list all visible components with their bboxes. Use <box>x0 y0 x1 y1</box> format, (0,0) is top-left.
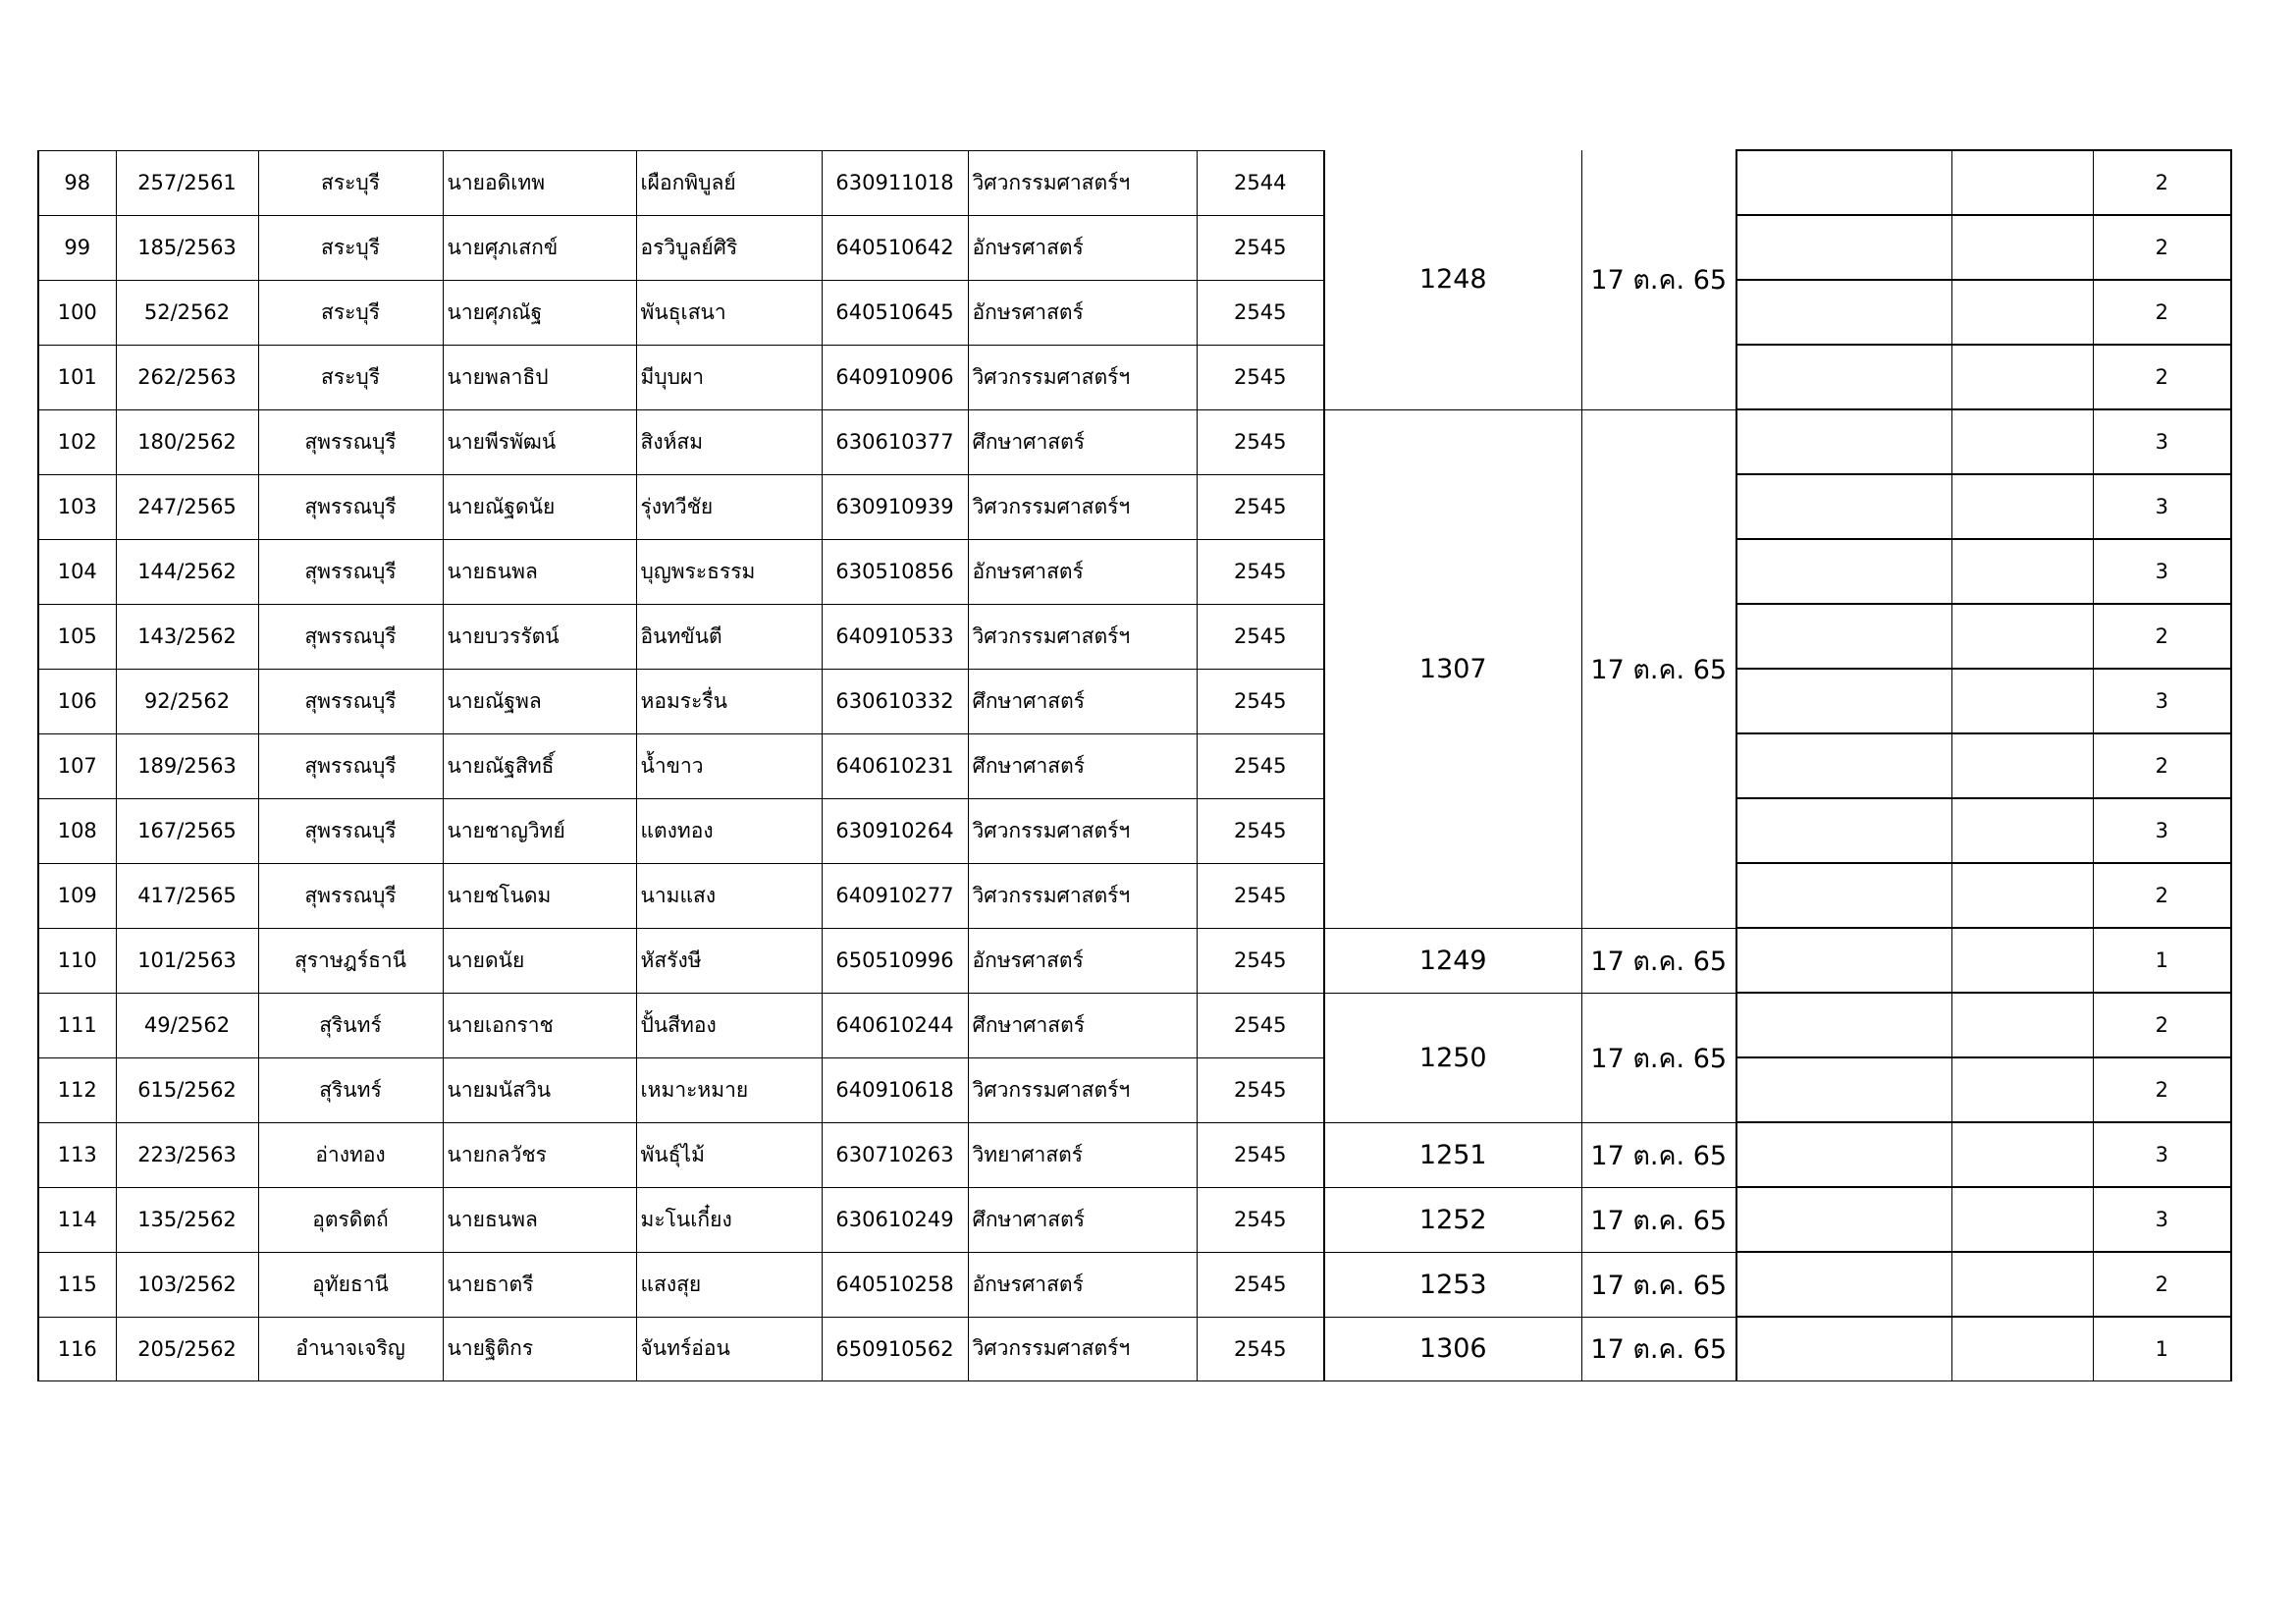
surname-cell: พันธุ์ไม้ <box>636 1122 822 1187</box>
birth-year-cell: 2544 <box>1197 150 1324 215</box>
remark-cell <box>1951 669 2093 733</box>
birth-year-cell: 2545 <box>1197 928 1324 993</box>
birth-year-cell: 2545 <box>1197 604 1324 669</box>
reference-number-cell: 135/2562 <box>116 1187 258 1252</box>
birth-year-cell: 2545 <box>1197 1187 1324 1252</box>
row-number-cell: 116 <box>38 1317 116 1381</box>
reference-number-cell: 262/2563 <box>116 345 258 409</box>
province-cell: สุราษฎร์ธานี <box>258 928 443 993</box>
faculty-cell: วิศวกรรมศาสตร์ฯ <box>968 345 1197 409</box>
table-row <box>38 604 2231 669</box>
province-cell: สุพรรณบุรี <box>258 474 443 539</box>
count-cell: 3 <box>2093 1122 2231 1187</box>
province-cell: อุทัยธานี <box>258 1252 443 1317</box>
first-name-cell: นายณัฐสิทธิ์ <box>443 733 636 798</box>
birth-year-cell: 2545 <box>1197 280 1324 345</box>
reference-number-cell: 52/2562 <box>116 280 258 345</box>
remark-cell <box>1951 1057 2093 1122</box>
first-name-cell: นายดนัย <box>443 928 636 993</box>
student-id-cell: 640510642 <box>822 215 968 280</box>
table-row <box>38 993 2231 1057</box>
row-number-cell: 109 <box>38 863 116 928</box>
birth-year-cell: 2545 <box>1197 993 1324 1057</box>
count-cell: 1 <box>2093 928 2231 993</box>
note-cell <box>1736 409 1951 474</box>
remark-cell <box>1951 928 2093 993</box>
row-number-cell: 111 <box>38 993 116 1057</box>
document-number-cell: 1306 <box>1324 1317 1581 1381</box>
surname-cell: บุญพระธรรม <box>636 539 822 604</box>
issue-date-cell: 17 ต.ค. 65 <box>1581 1187 1736 1252</box>
note-cell <box>1736 669 1951 733</box>
birth-year-cell: 2545 <box>1197 1057 1324 1122</box>
count-cell: 3 <box>2093 539 2231 604</box>
first-name-cell: นายชโนดม <box>443 863 636 928</box>
student-id-cell: 640910277 <box>822 863 968 928</box>
first-name-cell: นายศุภเสกข์ <box>443 215 636 280</box>
student-id-cell: 640610231 <box>822 733 968 798</box>
table-row <box>38 539 2231 604</box>
student-id-cell: 640610244 <box>822 993 968 1057</box>
document-number-cell: 1252 <box>1324 1187 1581 1252</box>
table-row <box>38 669 2231 733</box>
reference-number-cell: 49/2562 <box>116 993 258 1057</box>
document-number-cell: 1251 <box>1324 1122 1581 1187</box>
first-name-cell: นายธาตรี <box>443 1252 636 1317</box>
note-cell <box>1736 1057 1951 1122</box>
reference-number-cell: 185/2563 <box>116 215 258 280</box>
surname-cell: มีบุบผา <box>636 345 822 409</box>
province-cell: สระบุรี <box>258 280 443 345</box>
remark-cell <box>1951 345 2093 409</box>
row-number-cell: 100 <box>38 280 116 345</box>
student-id-cell: 630610332 <box>822 669 968 733</box>
student-id-cell: 640510645 <box>822 280 968 345</box>
reference-number-cell: 92/2562 <box>116 669 258 733</box>
row-number-cell: 110 <box>38 928 116 993</box>
surname-cell: จันทร์อ่อน <box>636 1317 822 1381</box>
remark-cell <box>1951 215 2093 280</box>
surname-cell: หัสรังษี <box>636 928 822 993</box>
birth-year-cell: 2545 <box>1197 669 1324 733</box>
issue-date-cell: 17 ต.ค. 65 <box>1581 409 1736 928</box>
birth-year-cell: 2545 <box>1197 733 1324 798</box>
province-cell: สระบุรี <box>258 215 443 280</box>
faculty-cell: วิศวกรรมศาสตร์ฯ <box>968 474 1197 539</box>
count-cell: 2 <box>2093 215 2231 280</box>
row-number-cell: 108 <box>38 798 116 863</box>
note-cell <box>1736 928 1951 993</box>
faculty-cell: วิศวกรรมศาสตร์ฯ <box>968 863 1197 928</box>
faculty-cell: วิศวกรรมศาสตร์ฯ <box>968 150 1197 215</box>
table-row <box>38 928 2231 993</box>
student-id-cell: 630610249 <box>822 1187 968 1252</box>
province-cell: สุพรรณบุรี <box>258 669 443 733</box>
note-cell <box>1736 993 1951 1057</box>
province-cell: อำนาจเจริญ <box>258 1317 443 1381</box>
first-name-cell: นายพลาธิป <box>443 345 636 409</box>
row-number-cell: 103 <box>38 474 116 539</box>
province-cell: สุพรรณบุรี <box>258 798 443 863</box>
faculty-cell: วิศวกรรมศาสตร์ฯ <box>968 604 1197 669</box>
province-cell: สุพรรณบุรี <box>258 409 443 474</box>
document-number-cell: 1249 <box>1324 928 1581 993</box>
first-name-cell: นายพีรพัฒน์ <box>443 409 636 474</box>
student-id-cell: 640910618 <box>822 1057 968 1122</box>
first-name-cell: นายณัฐดนัย <box>443 474 636 539</box>
province-cell: สุพรรณบุรี <box>258 604 443 669</box>
row-number-cell: 101 <box>38 345 116 409</box>
reference-number-cell: 615/2562 <box>116 1057 258 1122</box>
remark-cell <box>1951 1317 2093 1381</box>
birth-year-cell: 2545 <box>1197 539 1324 604</box>
note-cell <box>1736 1122 1951 1187</box>
province-cell: สุรินทร์ <box>258 1057 443 1122</box>
document-number-cell: 1253 <box>1324 1252 1581 1317</box>
birth-year-cell: 2545 <box>1197 215 1324 280</box>
province-cell: สุรินทร์ <box>258 993 443 1057</box>
records-table <box>37 149 2232 1381</box>
document-number-cell: 1248 <box>1324 150 1581 409</box>
reference-number-cell: 167/2565 <box>116 798 258 863</box>
remark-cell <box>1951 1187 2093 1252</box>
table-row <box>38 1187 2231 1252</box>
first-name-cell: นายธนพล <box>443 539 636 604</box>
student-id-cell: 630910264 <box>822 798 968 863</box>
surname-cell: อินทขันตี <box>636 604 822 669</box>
row-number-cell: 115 <box>38 1252 116 1317</box>
table-row <box>38 474 2231 539</box>
row-number-cell: 113 <box>38 1122 116 1187</box>
note-cell <box>1736 474 1951 539</box>
remark-cell <box>1951 150 2093 215</box>
remark-cell <box>1951 604 2093 669</box>
faculty-cell: อักษรศาสตร์ <box>968 1252 1197 1317</box>
birth-year-cell: 2545 <box>1197 863 1324 928</box>
reference-number-cell: 205/2562 <box>116 1317 258 1381</box>
birth-year-cell: 2545 <box>1197 1122 1324 1187</box>
birth-year-cell: 2545 <box>1197 798 1324 863</box>
birth-year-cell: 2545 <box>1197 409 1324 474</box>
remark-cell <box>1951 280 2093 345</box>
issue-date-cell: 17 ต.ค. 65 <box>1581 1317 1736 1381</box>
note-cell <box>1736 539 1951 604</box>
reference-number-cell: 247/2565 <box>116 474 258 539</box>
count-cell: 1 <box>2093 1317 2231 1381</box>
surname-cell: อรวิบูลย์ศิริ <box>636 215 822 280</box>
surname-cell: เผือกพิบูลย์ <box>636 150 822 215</box>
note-cell <box>1736 215 1951 280</box>
faculty-cell: อักษรศาสตร์ <box>968 928 1197 993</box>
reference-number-cell: 417/2565 <box>116 863 258 928</box>
student-id-cell: 630911018 <box>822 150 968 215</box>
count-cell: 2 <box>2093 345 2231 409</box>
note-cell <box>1736 1187 1951 1252</box>
table-row <box>38 863 2231 928</box>
student-id-cell: 630710263 <box>822 1122 968 1187</box>
first-name-cell: นายณัฐพล <box>443 669 636 733</box>
surname-cell: เหมาะหมาย <box>636 1057 822 1122</box>
student-id-cell: 630610377 <box>822 409 968 474</box>
remark-cell <box>1951 1122 2093 1187</box>
table-row <box>38 733 2231 798</box>
student-id-cell: 640910533 <box>822 604 968 669</box>
first-name-cell: นายฐิติกร <box>443 1317 636 1381</box>
first-name-cell: นายบวรรัตน์ <box>443 604 636 669</box>
note-cell <box>1736 863 1951 928</box>
birth-year-cell: 2545 <box>1197 474 1324 539</box>
document-number-cell: 1250 <box>1324 993 1581 1122</box>
province-cell: อุตรดิตถ์ <box>258 1187 443 1252</box>
faculty-cell: วิศวกรรมศาสตร์ฯ <box>968 1317 1197 1381</box>
surname-cell: พันธุเสนา <box>636 280 822 345</box>
issue-date-cell: 17 ต.ค. 65 <box>1581 1122 1736 1187</box>
table-row <box>38 409 2231 474</box>
faculty-cell: ศึกษาศาสตร์ <box>968 409 1197 474</box>
note-cell <box>1736 150 1951 215</box>
note-cell <box>1736 733 1951 798</box>
count-cell: 2 <box>2093 280 2231 345</box>
row-number-cell: 98 <box>38 150 116 215</box>
surname-cell: แสงสุย <box>636 1252 822 1317</box>
table-row <box>38 1252 2231 1317</box>
count-cell: 2 <box>2093 1057 2231 1122</box>
student-id-cell: 640910906 <box>822 345 968 409</box>
reference-number-cell: 144/2562 <box>116 539 258 604</box>
faculty-cell: วิทยาศาสตร์ <box>968 1122 1197 1187</box>
birth-year-cell: 2545 <box>1197 1252 1324 1317</box>
count-cell: 3 <box>2093 474 2231 539</box>
province-cell: สระบุรี <box>258 150 443 215</box>
issue-date-cell: 17 ต.ค. 65 <box>1581 928 1736 993</box>
count-cell: 3 <box>2093 798 2231 863</box>
count-cell: 3 <box>2093 409 2231 474</box>
count-cell: 2 <box>2093 604 2231 669</box>
row-number-cell: 114 <box>38 1187 116 1252</box>
faculty-cell: วิศวกรรมศาสตร์ฯ <box>968 798 1197 863</box>
count-cell: 2 <box>2093 150 2231 215</box>
reference-number-cell: 143/2562 <box>116 604 258 669</box>
row-number-cell: 105 <box>38 604 116 669</box>
note-cell <box>1736 280 1951 345</box>
surname-cell: สิงห์สม <box>636 409 822 474</box>
note-cell <box>1736 604 1951 669</box>
faculty-cell: วิศวกรรมศาสตร์ฯ <box>968 1057 1197 1122</box>
student-id-cell: 630510856 <box>822 539 968 604</box>
remark-cell <box>1951 1252 2093 1317</box>
student-id-cell: 640510258 <box>822 1252 968 1317</box>
table-row <box>38 215 2231 280</box>
table-row <box>38 1317 2231 1381</box>
faculty-cell: อักษรศาสตร์ <box>968 280 1197 345</box>
faculty-cell: อักษรศาสตร์ <box>968 539 1197 604</box>
first-name-cell: นายธนพล <box>443 1187 636 1252</box>
table-row <box>38 150 2231 215</box>
first-name-cell: นายกลวัชร <box>443 1122 636 1187</box>
province-cell: สระบุรี <box>258 345 443 409</box>
note-cell <box>1736 1252 1951 1317</box>
count-cell: 2 <box>2093 1252 2231 1317</box>
note-cell <box>1736 798 1951 863</box>
row-number-cell: 102 <box>38 409 116 474</box>
faculty-cell: ศึกษาศาสตร์ <box>968 669 1197 733</box>
faculty-cell: ศึกษาศาสตร์ <box>968 993 1197 1057</box>
birth-year-cell: 2545 <box>1197 1317 1324 1381</box>
reference-number-cell: 189/2563 <box>116 733 258 798</box>
issue-date-cell: 17 ต.ค. 65 <box>1581 1252 1736 1317</box>
count-cell: 3 <box>2093 1187 2231 1252</box>
first-name-cell: นายมนัสวิน <box>443 1057 636 1122</box>
remark-cell <box>1951 798 2093 863</box>
remark-cell <box>1951 733 2093 798</box>
reference-number-cell: 101/2563 <box>116 928 258 993</box>
count-cell: 2 <box>2093 993 2231 1057</box>
student-id-cell: 650510996 <box>822 928 968 993</box>
remark-cell <box>1951 993 2093 1057</box>
reference-number-cell: 180/2562 <box>116 409 258 474</box>
table-row <box>38 1057 2231 1122</box>
row-number-cell: 107 <box>38 733 116 798</box>
province-cell: สุพรรณบุรี <box>258 863 443 928</box>
count-cell: 2 <box>2093 733 2231 798</box>
count-cell: 3 <box>2093 669 2231 733</box>
birth-year-cell: 2545 <box>1197 345 1324 409</box>
remark-cell <box>1951 863 2093 928</box>
remark-cell <box>1951 409 2093 474</box>
surname-cell: มะโนเกี๋ยง <box>636 1187 822 1252</box>
note-cell <box>1736 345 1951 409</box>
province-cell: อ่างทอง <box>258 1122 443 1187</box>
table-row <box>38 345 2231 409</box>
surname-cell: น้ำขาว <box>636 733 822 798</box>
reference-number-cell: 257/2561 <box>116 150 258 215</box>
table-row <box>38 1122 2231 1187</box>
student-id-cell: 650910562 <box>822 1317 968 1381</box>
row-number-cell: 106 <box>38 669 116 733</box>
note-cell <box>1736 1317 1951 1381</box>
first-name-cell: นายศุภณัฐ <box>443 280 636 345</box>
count-cell: 2 <box>2093 863 2231 928</box>
table-row <box>38 280 2231 345</box>
remark-cell <box>1951 539 2093 604</box>
remark-cell <box>1951 474 2093 539</box>
reference-number-cell: 103/2562 <box>116 1252 258 1317</box>
first-name-cell: นายชาญวิทย์ <box>443 798 636 863</box>
province-cell: สุพรรณบุรี <box>258 539 443 604</box>
first-name-cell: นายเอกราช <box>443 993 636 1057</box>
issue-date-cell: 17 ต.ค. 65 <box>1581 150 1736 409</box>
first-name-cell: นายอดิเทพ <box>443 150 636 215</box>
surname-cell: นามแสง <box>636 863 822 928</box>
issue-date-cell: 17 ต.ค. 65 <box>1581 993 1736 1122</box>
row-number-cell: 112 <box>38 1057 116 1122</box>
student-id-cell: 630910939 <box>822 474 968 539</box>
table-row <box>38 798 2231 863</box>
faculty-cell: ศึกษาศาสตร์ <box>968 1187 1197 1252</box>
row-number-cell: 104 <box>38 539 116 604</box>
surname-cell: หอมระรื่น <box>636 669 822 733</box>
surname-cell: แตงทอง <box>636 798 822 863</box>
records-table-body <box>38 150 2231 1381</box>
surname-cell: ปั้นสีทอง <box>636 993 822 1057</box>
row-number-cell: 99 <box>38 215 116 280</box>
reference-number-cell: 223/2563 <box>116 1122 258 1187</box>
faculty-cell: ศึกษาศาสตร์ <box>968 733 1197 798</box>
province-cell: สุพรรณบุรี <box>258 733 443 798</box>
surname-cell: รุ่งทวีชัย <box>636 474 822 539</box>
faculty-cell: อักษรศาสตร์ <box>968 215 1197 280</box>
document-number-cell: 1307 <box>1324 409 1581 928</box>
